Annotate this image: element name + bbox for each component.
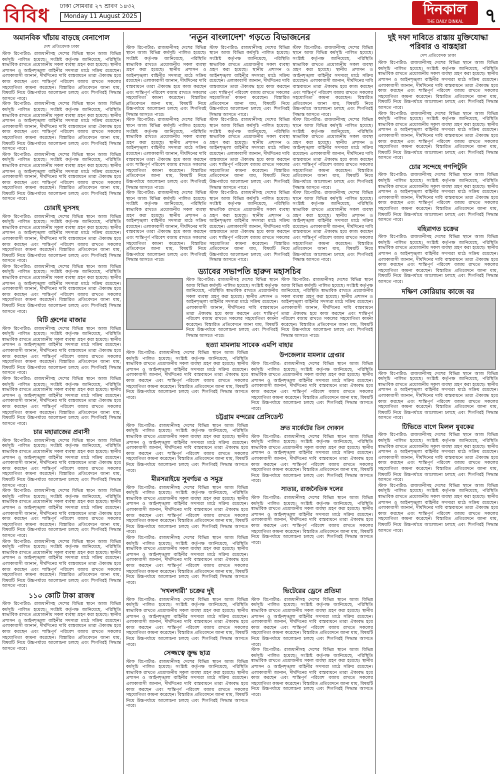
article-text: স্টাফ রিপোর্টার: রাজধানীসহ দেশের বিভিন্ন স্থানে আজ বিভিন্ন কর্মসূচি পালিত হয়েছে। সংশ্লিষ্ট কর্তৃপক্ষ জানিয়েছে, পরিস্থিতি স্বাভাবিক রাখতে প্রয়োজনীয় সকল ব্যবস্থা গ্রহণ করা হয়েছে। স্থানীয় প্রশাসন ও আইনশৃঙ্খলা বাহিনীর সদস্যরা মাঠে সক্রিয় রয়েছেন। এলাকাবাসী জানান, দীর্ঘদিনের দাবি বাস্তবায়নে তারা ঐক্যবদ্ধ হয়ে কাজ করছেন এবং শান্তিপূর্ণ পরিবেশ বজায় রাখতে সকলের সহযোগিতা কামনা করেছেন। বিস্তারিত প্রতিবেদনে জানা যায়, বিষয়টি নিয়ে উচ্চপর্যায়ে আলোচনা চলছে এবং শিগগিরই সিদ্ধান্ত আসতে পারে। xyxy=(378,483,498,534)
article-text: স্টাফ রিপোর্টার: রাজধানীসহ দেশের বিভিন্ন স্থানে আজ বিভিন্ন কর্মসূচি পালিত হয়েছে। সংশ্লিষ্ট কর্তৃপক্ষ জানিয়েছে, পরিস্থিতি স্বাভাবিক রাখতে প্রয়োজনীয় সকল ব্যবস্থা গ্রহণ করা হয়েছে। স্থানীয় প্রশাসন ও আইনশৃঙ্খলা বাহিনীর সদস্যরা মাঠে সক্রিয় রয়েছেন। এলাকাবাসী জানান, দীর্ঘদিনের দাবি বাস্তবায়নে তারা ঐক্যবদ্ধ হয়ে কাজ করছেন এবং শান্তিপূর্ণ পরিবেশ বজায় রাখতে সকলের সহযোগিতা কামনা করেছেন। বিস্তারিত প্রতিবেদনে জানা যায়, বিষয়টি নিয়ে উচ্চপর্যায়ে আলোচনা চলছে এবং শিগগিরই সিদ্ধান্ত আসতে পারে। xyxy=(2,152,121,203)
newspaper-logo xyxy=(412,1,478,25)
headline-right-c: বহিরাগত চক্রের xyxy=(417,224,459,233)
date-english: Monday 11 August 2025 xyxy=(60,12,141,22)
headline-center-c: হত্যা মামলায় সাবেক এমপি বাহার xyxy=(206,340,293,349)
news-photo xyxy=(378,298,496,370)
date-box xyxy=(60,3,141,22)
article-text: স্টাফ রিপোর্টার: রাজধানীসহ দেশের বিভিন্ন স্থানে আজ বিভিন্ন কর্মসূচি পালিত হয়েছে। সংশ্লিষ্ট কর্তৃপক্ষ জানিয়েছে, পরিস্থিতি স্বাভাবিক রাখতে প্রয়োজনীয় সকল ব্যবস্থা গ্রহণ করা হয়েছে। স্থানীয় প্রশাসন ও আইনশৃঙ্খলা বাহিনীর সদস্যরা মাঠে সক্রিয় রয়েছেন। এলাকাবাসী জানান, দীর্ঘদিনের দাবি বাস্তবায়নে তারা ঐক্যবদ্ধ হয়ে কাজ করছেন এবং শান্তিপূর্ণ পরিবেশ বজায় রাখতে সকলের সহযোগিতা কামনা করেছেন। বিস্তারিত প্রতিবেদনে জানা যায়, বিষয়টি নিয়ে উচ্চপর্যায়ে আলোচনা চলছে এবং শিগগিরই সিদ্ধান্ত আসতে পারে। xyxy=(378,173,498,224)
article-text: স্টাফ রিপোর্টার: রাজধানীসহ দেশের বিভিন্ন স্থানে আজ বিভিন্ন কর্মসূচি পালিত হয়েছে। সংশ্লিষ্ট কর্তৃপক্ষ জানিয়েছে, পরিস্থিতি স্বাভাবিক রাখতে প্রয়োজনীয় সকল ব্যবস্থা গ্রহণ করা হয়েছে। স্থানীয় প্রশাসন ও আইনশৃঙ্খলা বাহিনীর সদস্যরা মাঠে সক্রিয় রয়েছেন। এলাকাবাসী জানান, দীর্ঘদিনের দাবি বাস্তবায়নে তারা ঐক্যবদ্ধ হয়ে কাজ করছেন এবং শান্তিপূর্ণ পরিবেশ বজায় রাখতে সকলের সহযোগিতা কামনা করেছেন। বিস্তারিত প্রতিবেদনে জানা যায়, বিষয়টি নিয়ে উচ্চপর্যায়ে আলোচনা চলছে এবং শিগগিরই সিদ্ধান্ত আসতে পারে। xyxy=(281,278,373,340)
article-text: স্টাফ রিপোর্টার: রাজধানীসহ দেশের বিভিন্ন স্থানে আজ বিভিন্ন কর্মসূচি পালিত হয়েছে। সংশ্লিষ্ট কর্তৃপক্ষ জানিয়েছে, পরিস্থিতি স্বাভাবিক রাখতে প্রয়োজনীয় সকল ব্যবস্থা গ্রহণ করা হয়েছে। স্থানীয় প্রশাসন ও আইনশৃঙ্খলা বাহিনীর সদস্যরা মাঠে সক্রিয় রয়েছেন। এলাকাবাসী জানান, দীর্ঘদিনের দাবি বাস্তবায়নে তারা ঐক্যবদ্ধ হয়ে কাজ করছেন এবং শান্তিপূর্ণ পরিবেশ বজায় রাখতে সকলের সহযোগিতা কামনা করেছেন। বিস্তারিত প্রতিবেদনে জানা যায়, বিষয়টি নিয়ে উচ্চপর্যায়ে আলোচনা চলছে এবং শিগগিরই সিদ্ধান্ত আসতে পারে। xyxy=(378,371,498,422)
article-text: স্টাফ রিপোর্টার: রাজধানীসহ দেশের বিভিন্ন স্থানে আজ বিভিন্ন কর্মসূচি পালিত হয়েছে। সংশ্লিষ্ট কর্তৃপক্ষ জানিয়েছে, পরিস্থিতি স্বাভাবিক রাখতে প্রয়োজনীয় সকল ব্যবস্থা গ্রহণ করা হয়েছে। স্থানীয় প্রশাসন ও আইনশৃঙ্খলা বাহিনীর সদস্যরা মাঠে সক্রিয় রয়েছেন। এলাকাবাসী জানান, দীর্ঘদিনের দাবি বাস্তবায়নে তারা ঐক্যবদ্ধ হয়ে কাজ করছেন এবং শান্তিপূর্ণ পরিবেশ বজায় রাখতে সকলের সহযোগিতা কামনা করেছেন। বিস্তারিত প্রতিবেদনে জানা যায়, বিষয়টি নিয়ে উচ্চপর্যায়ে আলোচনা চলছে এবং শিগগিরই সিদ্ধান্ত আসতে পারে। xyxy=(209,118,290,191)
article-text: স্টাফ রিপোর্টার: রাজধানীসহ দেশের বিভিন্ন স্থানে আজ বিভিন্ন কর্মসূচি পালিত হয়েছে। সংশ্লিষ্ট কর্তৃপক্ষ জানিয়েছে, পরিস্থিতি স্বাভাবিক রাখতে প্রয়োজনীয় সকল ব্যবস্থা গ্রহণ করা হয়েছে। স্থানীয় প্রশাসন ও আইনশৃঙ্খলা বাহিনীর সদস্যরা মাঠে সক্রিয় রয়েছেন। এলাকাবাসী জানান, দীর্ঘদিনের দাবি বাস্তবায়নে তারা ঐক্যবদ্ধ হয়ে কাজ করছেন এবং শান্তিপূর্ণ পরিবেশ বজায় রাখতে সকলের সহযোগিতা কামনা করেছেন। বিস্তারিত প্রতিবেদনে জানা যায়, বিষয়টি নিয়ে উচ্চপর্যায়ে আলোচনা চলছে এবং শিগগিরই সিদ্ধান্ত আসতে পারে। xyxy=(126,535,248,586)
headline-center-e: চট্টগ্রাম বন্দরের প্রেসিডেন্ট xyxy=(215,413,284,422)
headline-right-e: টিভিতে বাগে মিলল যুবকের xyxy=(401,422,474,431)
article-text: স্টাফ রিপোর্টার: রাজধানীসহ দেশের বিভিন্ন স্থানে আজ বিভিন্ন কর্মসূচি পালিত হয়েছে। সংশ্লিষ্ট কর্তৃপক্ষ জানিয়েছে, পরিস্থিতি স্বাভাবিক রাখতে প্রয়োজনীয় সকল ব্যবস্থা গ্রহণ করা হয়েছে। স্থানীয় প্রশাসন ও আইনশৃঙ্খলা বাহিনীর সদস্যরা মাঠে সক্রিয় রয়েছেন। এলাকাবাসী জানান, দীর্ঘদিনের দাবি বাস্তবায়নে তারা ঐক্যবদ্ধ হয়ে কাজ করছেন এবং শান্তিপূর্ণ পরিবেশ বজায় রাখতে সকলের সহযোগিতা কামনা করেছেন। বিস্তারিত প্রতিবেদনে জানা যায়, বিষয়টি নিয়ে উচ্চপর্যায়ে আলোচনা চলছে এবং শিগগিরই সিদ্ধান্ত আসতে পারে। xyxy=(251,597,373,648)
logo-text: দিনকাল xyxy=(422,2,467,18)
headline-col1-a: অমানবিক খাঁচায় বাড়ছে বেনাপোল xyxy=(13,33,110,42)
article-text: স্টাফ রিপোর্টার: রাজধানীসহ দেশের বিভিন্ন স্থানে আজ বিভিন্ন কর্মসূচি পালিত হয়েছে। সংশ্লিষ্ট কর্তৃপক্ষ জানিয়েছে, পরিস্থিতি স্বাভাবিক রাখতে প্রয়োজনীয় সকল ব্যবস্থা গ্রহণ করা হয়েছে। স্থানীয় প্রশাসন ও আইনশৃঙ্খলা বাহিনীর সদস্যরা মাঠে সক্রিয় রয়েছেন। এলাকাবাসী জানান, দীর্ঘদিনের দাবি বাস্তবায়নে তারা ঐক্যবদ্ধ হয়ে কাজ করছেন এবং শান্তিপূর্ণ পরিবেশ বজায় রাখতে সকলের সহযোগিতা কামনা করেছেন। বিস্তারিত প্রতিবেদনে জানা যায়, বিষয়টি নিয়ে উচ্চপর্যায়ে আলোচনা চলছে এবং শিগগিরই সিদ্ধান্ত আসতে পারে। xyxy=(378,433,498,484)
column-divider xyxy=(123,32,124,774)
article-text: স্টাফ রিপোর্টার: রাজধানীসহ দেশের বিভিন্ন স্থানে আজ বিভিন্ন কর্মসূচি পালিত হয়েছে। সংশ্লিষ্ট কর্তৃপক্ষ জানিয়েছে, পরিস্থিতি স্বাভাবিক রাখতে প্রয়োজনীয় সকল ব্যবস্থা গ্রহণ করা হয়েছে। স্থানীয় প্রশাসন ও আইনশৃঙ্খলা বাহিনীর সদস্যরা মাঠে সক্রিয় রয়েছেন। এলাকাবাসী জানান, দীর্ঘদিনের দাবি বাস্তবায়নে তারা ঐক্যবদ্ধ হয়ে কাজ করছেন এবং শান্তিপূর্ণ পরিবেশ বজায় রাখতে সকলের সহযোগিতা কামনা করেছেন। বিস্তারিত প্রতিবেদনে জানা যায়, বিষয়টি নিয়ে উচ্চপর্যায়ে আলোচনা চলছে এবং শিগগিরই সিদ্ধান্ত আসতে পারে। xyxy=(2,214,121,265)
article-text: স্টাফ রিপোর্টার: রাজধানীসহ দেশের বিভিন্ন স্থানে আজ বিভিন্ন কর্মসূচি পালিত হয়েছে। সংশ্লিষ্ট কর্তৃপক্ষ জানিয়েছে, পরিস্থিতি স্বাভাবিক রাখতে প্রয়োজনীয় সকল ব্যবস্থা গ্রহণ করা হয়েছে। স্থানীয় প্রশাসন ও আইনশৃঙ্খলা বাহিনীর সদস্যরা মাঠে সক্রিয় রয়েছেন। এলাকাবাসী জানান, দীর্ঘদিনের দাবি বাস্তবায়নে তারা ঐক্যবদ্ধ হয়ে কাজ করছেন এবং শান্তিপূর্ণ পরিবেশ বজায় রাখতে সকলের সহযোগিতা কামনা করেছেন। বিস্তারিত প্রতিবেদনে জানা যায়, বিষয়টি নিয়ে উচ্চপর্যায়ে আলোচনা চলছে এবং শিগগিরই সিদ্ধান্ত আসতে পারে। xyxy=(378,111,498,162)
left-column xyxy=(2,32,121,774)
article-text: স্টাফ রিপোর্টার: রাজধানীসহ দেশের বিভিন্ন স্থানে আজ বিভিন্ন কর্মসূচি পালিত হয়েছে। সংশ্লিষ্ট কর্তৃপক্ষ জানিয়েছে, পরিস্থিতি স্বাভাবিক রাখতে প্রয়োজনীয় সকল ব্যবস্থা গ্রহণ করা হয়েছে। স্থানীয় প্রশাসন ও আইনশৃঙ্খলা বাহিনীর সদস্যরা মাঠে সক্রিয় রয়েছেন। এলাকাবাসী জানান, দীর্ঘদিনের দাবি বাস্তবায়নে তারা ঐক্যবদ্ধ হয়ে কাজ করছেন এবং শান্তিপূর্ণ পরিবেশ বজায় রাখতে সকলের সহযোগিতা কামনা করেছেন। বিস্তারিত প্রতিবেদনে জানা যায়, বিষয়টি নিয়ে উচ্চপর্যায়ে আলোচনা চলছে এবং শিগগিরই সিদ্ধান্ত আসতে পারে। xyxy=(126,118,207,191)
article-text: স্টাফ রিপোর্টার: রাজধানীসহ দেশের বিভিন্ন স্থানে আজ বিভিন্ন কর্মসূচি পালিত হয়েছে। সংশ্লিষ্ট কর্তৃপক্ষ জানিয়েছে, পরিস্থিতি স্বাভাবিক রাখতে প্রয়োজনীয় সকল ব্যবস্থা গ্রহণ করা হয়েছে। স্থানীয় প্রশাসন ও আইনশৃঙ্খলা বাহিনীর সদস্যরা মাঠে সক্রিয় রয়েছেন। এলাকাবাসী জানান, দীর্ঘদিনের দাবি বাস্তবায়নে তারা ঐক্যবদ্ধ হয়ে কাজ করছেন এবং শান্তিপূর্ণ পরিবেশ বজায় রাখতে সকলের সহযোগিতা কামনা করেছেন। বিস্তারিত প্রতিবেদনে জানা যায়, বিষয়টি নিয়ে উচ্চপর্যায়ে আলোচনা চলছে এবং শিগগিরই সিদ্ধান্ত আসতে পারে। xyxy=(209,191,290,264)
article-text: স্টাফ রিপোর্টার: রাজধানীসহ দেশের বিভিন্ন স্থানে আজ বিভিন্ন কর্মসূচি পালিত হয়েছে। সংশ্লিষ্ট কর্তৃপক্ষ জানিয়েছে, পরিস্থিতি স্বাভাবিক রাখতে প্রয়োজনীয় সকল ব্যবস্থা গ্রহণ করা হয়েছে। স্থানীয় প্রশাসন ও আইনশৃঙ্খলা বাহিনীর সদস্যরা মাঠে সক্রিয় রয়েছেন। এলাকাবাসী জানান, দীর্ঘদিনের দাবি বাস্তবায়নে তারা ঐক্যবদ্ধ হয়ে কাজ করছেন এবং শান্তিপূর্ণ পরিবেশ বজায় রাখতে সকলের সহযোগিতা কামনা করেছেন। বিস্তারিত প্রতিবেদনে জানা যায়, বিষয়টি নিয়ে উচ্চপর্যায়ে আলোচনা চলছে এবং শিগগিরই সিদ্ধান্ত আসতে পারে। xyxy=(126,423,248,474)
logo-subtitle: THE DAILY DINKAL xyxy=(426,19,464,24)
headline-right-main: দুই দফা দাবিতে রাস্তায় মুক্তিযোদ্ধা পরিবার ও বাস্তহারা xyxy=(387,33,489,51)
news-photo xyxy=(126,278,183,330)
article-text: স্টাফ রিপোর্টার: রাজধানীসহ দেশের বিভিন্ন স্থানে আজ বিভিন্ন কর্মসূচি পালিত হয়েছে। সংশ্লিষ্ট কর্তৃপক্ষ জানিয়েছে, পরিস্থিতি স্বাভাবিক রাখতে প্রয়োজনীয় সকল ব্যবস্থা গ্রহণ করা হয়েছে। স্থানীয় প্রশাসন ও আইনশৃঙ্খলা বাহিনীর সদস্যরা মাঠে সক্রিয় রয়েছেন। এলাকাবাসী জানান, দীর্ঘদিনের দাবি বাস্তবায়নে তারা ঐক্যবদ্ধ হয়ে কাজ করছেন এবং শান্তিপূর্ণ পরিবেশ বজায় রাখতে সকলের সহযোগিতা কামনা করেছেন। বিস্তারিত প্রতিবেদনে জানা যায়, বিষয়টি নিয়ে উচ্চপর্যায়ে আলোচনা চলছে এবং শিগগিরই সিদ্ধান্ত আসতে পারে। xyxy=(126,659,248,710)
date-bengali: ঢাকা সোমবার ২৭ শ্রাবণ ১৪৩২ xyxy=(60,3,136,10)
article-text: স্টাফ রিপোর্টার: রাজধানীসহ দেশের বিভিন্ন স্থানে আজ বিভিন্ন কর্মসূচি পালিত হয়েছে। সংশ্লিষ্ট কর্তৃপক্ষ জানিয়েছে, পরিস্থিতি স্বাভাবিক রাখতে প্রয়োজনীয় সকল ব্যবস্থা গ্রহণ করা হয়েছে। স্থানীয় প্রশাসন ও আইনশৃঙ্খলা বাহিনীর সদস্যরা মাঠে সক্রিয় রয়েছেন। এলাকাবাসী জানান, দীর্ঘদিনের দাবি বাস্তবায়নে তারা ঐক্যবদ্ধ হয়ে কাজ করছেন এবং শান্তিপূর্ণ পরিবেশ বজায় রাখতে সকলের সহযোগিতা কামনা করেছেন। বিস্তারিত প্রতিবেদনে জানা যায়, বিষয়টি নিয়ে উচ্চপর্যায়ে আলোচনা চলছে এবং শিগগিরই সিদ্ধান্ত আসতে পারে। xyxy=(251,648,373,698)
article-text: স্টাফ রিপোর্টার: রাজধানীসহ দেশের বিভিন্ন স্থানে আজ বিভিন্ন কর্মসূচি পালিত হয়েছে। সংশ্লিষ্ট কর্তৃপক্ষ জানিয়েছে, পরিস্থিতি স্বাভাবিক রাখতে প্রয়োজনীয় সকল ব্যবস্থা গ্রহণ করা হয়েছে। স্থানীয় প্রশাসন ও আইনশৃঙ্খলা বাহিনীর সদস্যরা মাঠে সক্রিয় রয়েছেন। এলাকাবাসী জানান, দীর্ঘদিনের দাবি বাস্তবায়নে তারা ঐক্যবদ্ধ হয়ে কাজ করছেন এবং শান্তিপূর্ণ পরিবেশ বজায় রাখতে সকলের সহযোগিতা কামনা করেছেন। বিস্তারিত প্রতিবেদনে জানা যায়, বিষয়টি নিয়ে উচ্চপর্যায়ে আলোচনা চলছে এবং শিগগিরই সিদ্ধান্ত আসতে পারে। xyxy=(2,52,121,102)
article-text: স্টাফ রিপোর্টার: রাজধানীসহ দেশের বিভিন্ন স্থানে আজ বিভিন্ন কর্মসূচি পালিত হয়েছে। সংশ্লিষ্ট কর্তৃপক্ষ জানিয়েছে, পরিস্থিতি স্বাভাবিক রাখতে প্রয়োজনীয় সকল ব্যবস্থা গ্রহণ করা হয়েছে। স্থানীয় প্রশাসন ও আইনশৃঙ্খলা বাহিনীর সদস্যরা মাঠে সক্রিয় রয়েছেন। এলাকাবাসী জানান, দীর্ঘদিনের দাবি বাস্তবায়নে তারা ঐক্যবদ্ধ হয়ে কাজ করছেন এবং শান্তিপূর্ণ পরিবেশ বজায় রাখতে সকলের সহযোগিতা কামনা করেছেন। বিস্তারিত প্রতিবেদনে জানা যায়, বিষয়টি নিয়ে উচ্চপর্যায়ে আলোচনা চলছে এবং শিগগিরই সিদ্ধান্ত আসতে পারে। xyxy=(2,264,121,315)
headline-col1-d: চার মহারাজের প্রবাসী xyxy=(33,428,90,437)
column-divider xyxy=(375,32,376,774)
article-text: স্টাফ রিপোর্টার: রাজধানীসহ দেশের বিভিন্ন স্থানে আজ বিভিন্ন কর্মসূচি পালিত হয়েছে। সংশ্লিষ্ট কর্তৃপক্ষ জানিয়েছে, পরিস্থিতি স্বাভাবিক রাখতে প্রয়োজনীয় সকল ব্যবস্থা গ্রহণ করা হয়েছে। স্থানীয় প্রশাসন ও আইনশৃঙ্খলা বাহিনীর সদস্যরা মাঠে সক্রিয় রয়েছেন। এলাকাবাসী জানান, দীর্ঘদিনের দাবি বাস্তবায়নে তারা ঐক্যবদ্ধ হয়ে কাজ করছেন এবং শান্তিপূর্ণ পরিবেশ বজায় রাখতে সকলের সহযোগিতা কামনা করেছেন। বিস্তারিত প্রতিবেদনে জানা যায়, বিষয়টি নিয়ে উচ্চপর্যায়ে আলোচনা চলছে এবং শিগগিরই সিদ্ধান্ত আসতে পারে। xyxy=(2,539,121,590)
article-text: স্টাফ রিপোর্টার: রাজধানীসহ দেশের বিভিন্ন স্থানে আজ বিভিন্ন কর্মসূচি পালিত হয়েছে। সংশ্লিষ্ট কর্তৃপক্ষ জানিয়েছে, পরিস্থিতি স্বাভাবিক রাখতে প্রয়োজনীয় সকল ব্যবস্থা গ্রহণ করা হয়েছে। স্থানীয় প্রশাসন ও আইনশৃঙ্খলা বাহিনীর সদস্যরা মাঠে সক্রিয় রয়েছেন। এলাকাবাসী জানান, দীর্ঘদিনের দাবি বাস্তবায়নে তারা ঐক্যবদ্ধ হয়ে কাজ করছেন এবং শান্তিপূর্ণ পরিবেশ বজায় রাখতে সকলের সহযোগিতা কামনা করেছেন। বিস্তারিত প্রতিবেদনে জানা যায়, বিষয়টি নিয়ে উচ্চপর্যায়ে আলোচনা চলছে এবং শিগগিরই সিদ্ধান্ত আসতে পারে। xyxy=(126,45,207,118)
article-text: স্টাফ রিপোর্টার: রাজধানীসহ দেশের বিভিন্ন স্থানে আজ বিভিন্ন কর্মসূচি পালিত হয়েছে। সংশ্লিষ্ট কর্তৃপক্ষ জানিয়েছে, পরিস্থিতি স্বাভাবিক রাখতে প্রয়োজনীয় সকল ব্যবস্থা গ্রহণ করা হয়েছে। স্থানীয় প্রশাসন ও আইনশৃঙ্খলা বাহিনীর সদস্যরা মাঠে সক্রিয় রয়েছেন। এলাকাবাসী জানান, দীর্ঘদিনের দাবি বাস্তবায়নে তারা ঐক্যবদ্ধ হয়ে কাজ করছেন এবং শান্তিপূর্ণ পরিবেশ বজায় রাখতে সকলের সহযোগিতা কামনা করেছেন। বিস্তারিত প্রতিবেদনে জানা যায়, বিষয়টি নিয়ে উচ্চপর্যায়ে আলোচনা চলছে এবং শিগগিরই সিদ্ধান্ত আসতে পারে। xyxy=(126,597,248,648)
article-text: স্টাফ রিপোর্টার: রাজধানীসহ দেশের বিভিন্ন স্থানে আজ বিভিন্ন কর্মসূচি পালিত হয়েছে। সংশ্লিষ্ট কর্তৃপক্ষ জানিয়েছে, পরিস্থিতি স্বাভাবিক রাখতে প্রয়োজনীয় সকল ব্যবস্থা গ্রহণ করা হয়েছে। স্থানীয় প্রশাসন ও আইনশৃঙ্খলা বাহিনীর সদস্যরা মাঠে সক্রিয় রয়েছেন। এলাকাবাসী জানান, দীর্ঘদিনের দাবি বাস্তবায়নে তারা ঐক্যবদ্ধ হয়ে কাজ করছেন এবং শান্তিপূর্ণ পরিবেশ বজায় রাখতে সকলের সহযোগিতা কামনা করেছেন। বিস্তারিত প্রতিবেদনে জানা যায়, বিষয়টি নিয়ে উচ্চপর্যায়ে আলোচনা চলছে এবং শিগগিরই সিদ্ধান্ত আসতে পারে। xyxy=(126,191,207,264)
article-text: স্টাফ রিপোর্টার: রাজধানীসহ দেশের বিভিন্ন স্থানে আজ বিভিন্ন কর্মসূচি পালিত হয়েছে। সংশ্লিষ্ট কর্তৃপক্ষ জানিয়েছে, পরিস্থিতি স্বাভাবিক রাখতে প্রয়োজনীয় সকল ব্যবস্থা গ্রহণ করা হয়েছে। স্থানীয় প্রশাসন ও আইনশৃঙ্খলা বাহিনীর সদস্যরা মাঠে সক্রিয় রয়েছেন। এলাকাবাসী জানান, দীর্ঘদিনের দাবি বাস্তবায়নে তারা ঐক্যবদ্ধ হয়ে কাজ করছেন এবং শান্তিপূর্ণ পরিবেশ বজায় রাখতে সকলের সহযোগিতা কামনা করেছেন। বিস্তারিত প্রতিবেদনে জানা যায়, বিষয়টি নিয়ে উচ্চপর্যায়ে আলোচনা চলছে এবং শিগগিরই সিদ্ধান্ত আসতে পারে। xyxy=(2,489,121,539)
headline-center-j: ভিটেরের ড্রেনে প্রতিমা xyxy=(282,587,342,596)
headline-col1-e: ১১০ কোটি টাকা রাজস্ব xyxy=(28,590,95,600)
article-text: স্টাফ রিপোর্টার: রাজধানীসহ দেশের বিভিন্ন স্থানে আজ বিভিন্ন কর্মসূচি পালিত হয়েছে। সংশ্লিষ্ট কর্তৃপক্ষ জানিয়েছে, পরিস্থিতি স্বাভাবিক রাখতে প্রয়োজনীয় সকল ব্যবস্থা গ্রহণ করা হয়েছে। স্থানীয় প্রশাসন ও আইনশৃঙ্খলা বাহিনীর সদস্যরা মাঠে সক্রিয় রয়েছেন। এলাকাবাসী জানান, দীর্ঘদিনের দাবি বাস্তবায়নে তারা ঐক্যবদ্ধ হয়ে কাজ করছেন এবং শান্তিপূর্ণ পরিবেশ বজায় রাখতে সকলের সহযোগিতা কামনা করেছেন। বিস্তারিত প্রতিবেদনে জানা যায়, বিষয়টি নিয়ে উচ্চপর্যায়ে আলোচনা চলছে এবং শিগগিরই সিদ্ধান্ত আসতে পারে। xyxy=(209,45,290,118)
headline-center-b: ড্যাবের সভাপতি হারুন মহাসচিব xyxy=(198,265,301,276)
article-text: স্টাফ রিপোর্টার: রাজধানীসহ দেশের বিভিন্ন স্থানে আজ বিভিন্ন কর্মসূচি পালিত হয়েছে। সংশ্লিষ্ট কর্তৃপক্ষ জানিয়েছে, পরিস্থিতি স্বাভাবিক রাখতে প্রয়োজনীয় সকল ব্যবস্থা গ্রহণ করা হয়েছে। স্থানীয় প্রশাসন ও আইনশৃঙ্খলা বাহিনীর সদস্যরা মাঠে সক্রিয় রয়েছেন। এলাকাবাসী জানান, দীর্ঘদিনের দাবি বাস্তবায়নে তারা ঐক্যবদ্ধ হয়ে কাজ করছেন এবং শান্তিপূর্ণ পরিবেশ বজায় রাখতে সকলের সহযোগিতা কামনা করেছেন। বিস্তারিত প্রতিবেদনে জানা যায়, বিষয়টি নিয়ে উচ্চপর্যায়ে আলোচনা চলছে এবং শিগগিরই সিদ্ধান্ত আসতে পারে। xyxy=(2,326,121,377)
headline-center-main: 'নতুন বাংলাদেশ' গড়তে বিভাজনের xyxy=(188,33,311,43)
headline-col1-c: বিটি গ্রুপের বাজার xyxy=(37,316,86,325)
article-text: স্টাফ রিপোর্টার: রাজধানীসহ দেশের বিভিন্ন স্থানে আজ বিভিন্ন কর্মসূচি পালিত হয়েছে। সংশ্লিষ্ট কর্তৃপক্ষ জানিয়েছে, পরিস্থিতি স্বাভাবিক রাখতে প্রয়োজনীয় সকল ব্যবস্থা গ্রহণ করা হয়েছে। স্থানীয় প্রশাসন ও আইনশৃঙ্খলা বাহিনীর সদস্যরা মাঠে সক্রিয় রয়েছেন। এলাকাবাসী জানান, দীর্ঘদিনের দাবি বাস্তবায়নে তারা ঐক্যবদ্ধ হয়ে কাজ করছেন এবং শান্তিপূর্ণ পরিবেশ বজায় রাখতে সকলের সহযোগিতা কামনা করেছেন। বিস্তারিত প্রতিবেদনে জানা যায়, বিষয়টি নিয়ে উচ্চপর্যায়ে আলোচনা চলছে এবং শিগগিরই সিদ্ধান্ত আসতে পারে। xyxy=(186,278,278,340)
section-title: বিবিধ xyxy=(4,5,50,27)
article-text: স্টাফ রিপোর্টার: রাজধানীসহ দেশের বিভিন্ন স্থানে আজ বিভিন্ন কর্মসূচি পালিত হয়েছে। সংশ্লিষ্ট কর্তৃপক্ষ জানিয়েছে, পরিস্থিতি স্বাভাবিক রাখতে প্রয়োজনীয় সকল ব্যবস্থা গ্রহণ করা হয়েছে। স্থানীয় প্রশাসন ও আইনশৃঙ্খলা বাহিনীর সদস্যরা মাঠে সক্রিয় রয়েছেন। এলাকাবাসী জানান, দীর্ঘদিনের দাবি বাস্তবায়নে তারা ঐক্যবদ্ধ হয়ে কাজ করছেন এবং শান্তিপূর্ণ পরিবেশ বজায় রাখতে সকলের সহযোগিতা কামনা করেছেন। বিস্তারিত প্রতিবেদনে জানা যায়, বিষয়টি নিয়ে উচ্চপর্যায়ে আলোচনা চলছে এবং শিগগিরই সিদ্ধান্ত আসতে পারে। xyxy=(251,495,373,546)
masthead xyxy=(0,0,500,30)
right-column xyxy=(378,32,498,774)
article-text: স্টাফ রিপোর্টার: রাজধানীসহ দেশের বিভিন্ন স্থানে আজ বিভিন্ন কর্মসূচি পালিত হয়েছে। সংশ্লিষ্ট কর্তৃপক্ষ জানিয়েছে, পরিস্থিতি স্বাভাবিক রাখতে প্রয়োজনীয় সকল ব্যবস্থা গ্রহণ করা হয়েছে। স্থানীয় প্রশাসন ও আইনশৃঙ্খলা বাহিনীর সদস্যরা মাঠে সক্রিয় রয়েছেন। এলাকাবাসী জানান, দীর্ঘদিনের দাবি বাস্তবায়নে তারা ঐক্যবদ্ধ হয়ে কাজ করছেন এবং শান্তিপূর্ণ পরিবেশ বজায় রাখতে সকলের সহযোগিতা কামনা করেছেন। বিস্তারিত প্রতিবেদনে জানা যায়, বিষয়টি নিয়ে উচ্চপর্যায়ে আলোচনা চলছে এবং শিগগিরই সিদ্ধান্ত আসতে পারে। xyxy=(2,377,121,427)
headline-center-g: মীরসরাইয়ে সুবর্ণচর ও সমুদ্র xyxy=(151,475,223,484)
article-text: স্টাফ রিপোর্টার: রাজধানীসহ দেশের বিভিন্ন স্থানে আজ বিভিন্ন কর্মসূচি পালিত হয়েছে। সংশ্লিষ্ট কর্তৃপক্ষ জানিয়েছে, পরিস্থিতি স্বাভাবিক রাখতে প্রয়োজনীয় সকল ব্যবস্থা গ্রহণ করা হয়েছে। স্থানীয় প্রশাসন ও আইনশৃঙ্খলা বাহিনীর সদস্যরা মাঠে সক্রিয় রয়েছেন। এলাকাবাসী জানান, দীর্ঘদিনের দাবি বাস্তবায়নে তারা ঐক্যবদ্ধ হয়ে কাজ করছেন এবং শান্তিপূর্ণ পরিবেশ বজায় রাখতে সকলের সহযোগিতা কামনা করেছেন। বিস্তারিত প্রতিবেদনে জানা যায়, বিষয়টি নিয়ে উচ্চপর্যায়ে আলোচনা চলছে এবং শিগগিরই সিদ্ধান্ত আসতে পারে। xyxy=(292,118,373,191)
article-text: স্টাফ রিপোর্টার: রাজধানীসহ দেশের বিভিন্ন স্থানে আজ বিভিন্ন কর্মসূচি পালিত হয়েছে। সংশ্লিষ্ট কর্তৃপক্ষ জানিয়েছে, পরিস্থিতি স্বাভাবিক রাখতে প্রয়োজনীয় সকল ব্যবস্থা গ্রহণ করা হয়েছে। স্থানীয় প্রশাসন ও আইনশৃঙ্খলা বাহিনীর সদস্যরা মাঠে সক্রিয় রয়েছেন। এলাকাবাসী জানান, দীর্ঘদিনের দাবি বাস্তবায়নে তারা ঐক্যবদ্ধ হয়ে কাজ করছেন এবং শান্তিপূর্ণ পরিবেশ বজায় রাখতে সকলের সহযোগিতা কামনা করেছেন। বিস্তারিত প্রতিবেদনে জানা যায়, বিষয়টি নিয়ে উচ্চপর্যায়ে আলোচনা চলছে এবং শিগগিরই সিদ্ধান্ত আসতে পারে। xyxy=(292,45,373,118)
article-text: স্টাফ রিপোর্টার: রাজধানীসহ দেশের বিভিন্ন স্থানে আজ বিভিন্ন কর্মসূচি পালিত হয়েছে। সংশ্লিষ্ট কর্তৃপক্ষ জানিয়েছে, পরিস্থিতি স্বাভাবিক রাখতে প্রয়োজনীয় সকল ব্যবস্থা গ্রহণ করা হয়েছে। স্থানীয় প্রশাসন ও আইনশৃঙ্খলা বাহিনীর সদস্যরা মাঠে সক্রিয় রয়েছেন। এলাকাবাসী জানান, দীর্ঘদিনের দাবি বাস্তবায়নে তারা ঐক্যবদ্ধ হয়ে কাজ করছেন এবং শান্তিপূর্ণ পরিবেশ বজায় রাখতে সকলের সহযোগিতা কামনা করেছেন। বিস্তারিত প্রতিবেদনে জানা যায়, বিষয়টি নিয়ে উচ্চপর্যায়ে আলোচনা চলছে এবং শিগগিরই সিদ্ধান্ত আসতে পারে। xyxy=(292,191,373,264)
headline-right-b: চোর সন্দেহে গণপিটুনি xyxy=(408,162,468,171)
headline-center-i: 'দখলদারী' চক্রের দুই xyxy=(160,587,214,596)
article-text: স্টাফ রিপোর্টার: রাজধানীসহ দেশের বিভিন্ন স্থানে আজ বিভিন্ন কর্মসূচি পালিত হয়েছে। সংশ্লিষ্ট কর্তৃপক্ষ জানিয়েছে, পরিস্থিতি স্বাভাবিক রাখতে প্রয়োজনীয় সকল ব্যবস্থা গ্রহণ করা হয়েছে। স্থানীয় প্রশাসন ও আইনশৃঙ্খলা বাহিনীর সদস্যরা মাঠে সক্রিয় রয়েছেন। এলাকাবাসী জানান, দীর্ঘদিনের দাবি বাস্তবায়নে তারা ঐক্যবদ্ধ হয়ে কাজ করছেন এবং শান্তিপূর্ণ পরিবেশ বজায় রাখতে সকলের সহযোগিতা কামনা করেছেন। বিস্তারিত প্রতিবেদনে জানা যায়, বিষয়টি নিয়ে উচ্চপর্যায়ে আলোচনা চলছে এবং শিগগিরই সিদ্ধান্ত আসতে পারে। xyxy=(2,102,121,153)
dateline: দেশ প্রতিবেদক ঢাকা xyxy=(43,45,80,51)
center-section xyxy=(126,32,373,774)
headline-col1-b: চোরাই ঘুসসহ xyxy=(43,204,80,213)
article-text: স্টাফ রিপোর্টার: রাজধানীসহ দেশের বিভিন্ন স্থানে আজ বিভিন্ন কর্মসূচি পালিত হয়েছে। সংশ্লিষ্ট কর্তৃপক্ষ জানিয়েছে, পরিস্থিতি স্বাভাবিক রাখতে প্রয়োজনীয় সকল ব্যবস্থা গ্রহণ করা হয়েছে। স্থানীয় প্রশাসন ও আইনশৃঙ্খলা বাহিনীর সদস্যরা মাঠে সক্রিয় রয়েছেন। এলাকাবাসী জানান, দীর্ঘদিনের দাবি বাস্তবায়নে তারা ঐক্যবদ্ধ হয়ে কাজ করছেন এবং শান্তিপূর্ণ পরিবেশ বজায় রাখতে সকলের সহযোগিতা কামনা করেছেন। বিস্তারিত প্রতিবেদনে জানা যায়, বিষয়টি নিয়ে উচ্চপর্যায়ে আলোচনা চলছে এবং শিগগিরই সিদ্ধান্ত আসতে পারে। xyxy=(126,485,248,536)
headline-right-d: দক্ষিণ কোরিয়ায় কাজে বর xyxy=(401,286,475,296)
article-text: স্টাফ রিপোর্টার: রাজধানীসহ দেশের বিভিন্ন স্থানে আজ বিভিন্ন কর্মসূচি পালিত হয়েছে। সংশ্লিষ্ট কর্তৃপক্ষ জানিয়েছে, পরিস্থিতি স্বাভাবিক রাখতে প্রয়োজনীয় সকল ব্যবস্থা গ্রহণ করা হয়েছে। স্থানীয় প্রশাসন ও আইনশৃঙ্খলা বাহিনীর সদস্যরা মাঠে সক্রিয় রয়েছেন। এলাকাবাসী জানান, দীর্ঘদিনের দাবি বাস্তবায়নে তারা ঐক্যবদ্ধ হয়ে কাজ করছেন এবং শান্তিপূর্ণ পরিবেশ বজায় রাখতে সকলের সহযোগিতা কামনা করেছেন। বিস্তারিত প্রতিবেদনে জানা যায়, বিষয়টি নিয়ে উচ্চপর্যায়ে আলোচনা চলছে এবং শিগগিরই সিদ্ধান্ত আসতে পারে। xyxy=(251,362,373,412)
headline-center-k: সেজ্জত্বে ক্রুদ্ধ ছাত্র xyxy=(163,649,211,658)
headline-center-d: উপজেলার মামলার গ্রেপ্তার xyxy=(279,352,345,360)
page-number: ৭ xyxy=(484,5,497,27)
article-text: স্টাফ রিপোর্টার: রাজধানীসহ দেশের বিভিন্ন স্থানে আজ বিভিন্ন কর্মসূচি পালিত হয়েছে। সংশ্লিষ্ট কর্তৃপক্ষ জানিয়েছে, পরিস্থিতি স্বাভাবিক রাখতে প্রয়োজনীয় সকল ব্যবস্থা গ্রহণ করা হয়েছে। স্থানীয় প্রশাসন ও আইনশৃঙ্খলা বাহিনীর সদস্যরা মাঠে সক্রিয় রয়েছেন। এলাকাবাসী জানান, দীর্ঘদিনের দাবি বাস্তবায়নে তারা ঐক্যবদ্ধ হয়ে কাজ করছেন এবং শান্তিপূর্ণ পরিবেশ বজায় রাখতে সকলের সহযোগিতা কামনা করেছেন। বিস্তারিত প্রতিবেদনে জানা যায়, বিষয়টি নিয়ে উচ্চপর্যায়ে আলোচনা চলছে এবং শিগগিরই সিদ্ধান্ত আসতে পারে। xyxy=(378,61,498,111)
headline-center-h: সাতার, রাজনৈতিক দলের xyxy=(281,486,343,494)
dateline: দেশ প্রতিবেদক ঢাকা xyxy=(420,54,456,60)
article-text: স্টাফ রিপোর্টার: রাজধানীসহ দেশের বিভিন্ন স্থানে আজ বিভিন্ন কর্মসূচি পালিত হয়েছে। সংশ্লিষ্ট কর্তৃপক্ষ জানিয়েছে, পরিস্থিতি স্বাভাবিক রাখতে প্রয়োজনীয় সকল ব্যবস্থা গ্রহণ করা হয়েছে। স্থানীয় প্রশাসন ও আইনশৃঙ্খলা বাহিনীর সদস্যরা মাঠে সক্রিয় রয়েছেন। এলাকাবাসী জানান, দীর্ঘদিনের দাবি বাস্তবায়নে তারা ঐক্যবদ্ধ হয়ে কাজ করছেন এবং শান্তিপূর্ণ পরিবেশ বজায় রাখতে সকলের সহযোগিতা কামনা করেছেন। বিস্তারিত প্রতিবেদনে জানা যায়, বিষয়টি নিয়ে উচ্চপর্যায়ে আলোচনা চলছে এবং শিগগিরই সিদ্ধান্ত আসতে পারে। xyxy=(2,438,121,489)
article-text: স্টাফ রিপোর্টার: রাজধানীসহ দেশের বিভিন্ন স্থানে আজ বিভিন্ন কর্মসূচি পালিত হয়েছে। সংশ্লিষ্ট কর্তৃপক্ষ জানিয়েছে, পরিস্থিতি স্বাভাবিক রাখতে প্রয়োজনীয় সকল ব্যবস্থা গ্রহণ করা হয়েছে। স্থানীয় প্রশাসন ও আইনশৃঙ্খলা বাহিনীর সদস্যরা মাঠে সক্রিয় রয়েছেন। এলাকাবাসী জানান, দীর্ঘদিনের দাবি বাস্তবায়নে তারা ঐক্যবদ্ধ হয়ে কাজ করছেন এবং শান্তিপূর্ণ পরিবেশ বজায় রাখতে সকলের সহযোগিতা কামনা করেছেন। বিস্তারিত প্রতিবেদনে জানা যায়, বিষয়টি নিয়ে উচ্চপর্যায়ে আলোচনা চলছে এবং শিগগিরই সিদ্ধান্ত আসতে পারে। xyxy=(378,235,498,285)
masthead-rule xyxy=(0,28,500,30)
article-text: স্টাফ রিপোর্টার: রাজধানীসহ দেশের বিভিন্ন স্থানে আজ বিভিন্ন কর্মসূচি পালিত হয়েছে। সংশ্লিষ্ট কর্তৃপক্ষ জানিয়েছে, পরিস্থিতি স্বাভাবিক রাখতে প্রয়োজনীয় সকল ব্যবস্থা গ্রহণ করা হয়েছে। স্থানীয় প্রশাসন ও আইনশৃঙ্খলা বাহিনীর সদস্যরা মাঠে সক্রিয় রয়েছেন। এলাকাবাসী জানান, দীর্ঘদিনের দাবি বাস্তবায়নে তারা ঐক্যবদ্ধ হয়ে কাজ করছেন এবং শান্তিপূর্ণ পরিবেশ বজায় রাখতে সকলের সহযোগিতা কামনা করেছেন। বিস্তারিত প্রতিবেদনে জানা যায়, বিষয়টি নিয়ে উচ্চপর্যায়ে আলোচনা চলছে এবং শিগগিরই সিদ্ধান্ত আসতে পারে। xyxy=(126,351,248,401)
article-text: স্টাফ রিপোর্টার: রাজধানীসহ দেশের বিভিন্ন স্থানে আজ বিভিন্ন কর্মসূচি পালিত হয়েছে। সংশ্লিষ্ট কর্তৃপক্ষ জানিয়েছে, পরিস্থিতি স্বাভাবিক রাখতে প্রয়োজনীয় সকল ব্যবস্থা গ্রহণ করা হয়েছে। স্থানীয় প্রশাসন ও আইনশৃঙ্খলা বাহিনীর সদস্যরা মাঠে সক্রিয় রয়েছেন। এলাকাবাসী জানান, দীর্ঘদিনের দাবি বাস্তবায়নে তারা ঐক্যবদ্ধ হয়ে কাজ করছেন এবং শান্তিপূর্ণ পরিবেশ বজায় রাখতে সকলের সহযোগিতা কামনা করেছেন। বিস্তারিত প্রতিবেদনে জানা যায়, বিষয়টি নিয়ে উচ্চপর্যায়ে আলোচনা চলছে এবং শিগগিরই সিদ্ধান্ত আসতে পারে। xyxy=(251,434,373,485)
headline-center-f: দ্রুত মার্কেটের তিন দোকান xyxy=(280,424,344,432)
article-text: স্টাফ রিপোর্টার: রাজধানীসহ দেশের বিভিন্ন স্থানে আজ বিভিন্ন কর্মসূচি পালিত হয়েছে। সংশ্লিষ্ট কর্তৃপক্ষ জানিয়েছে, পরিস্থিতি স্বাভাবিক রাখতে প্রয়োজনীয় সকল ব্যবস্থা গ্রহণ করা হয়েছে। স্থানীয় প্রশাসন ও আইনশৃঙ্খলা বাহিনীর সদস্যরা মাঠে সক্রিয় রয়েছেন। এলাকাবাসী জানান, দীর্ঘদিনের দাবি বাস্তবায়নে তারা ঐক্যবদ্ধ হয়ে কাজ করছেন এবং শান্তিপূর্ণ পরিবেশ বজায় রাখতে সকলের সহযোগিতা কামনা করেছেন। বিস্তারিত প্রতিবেদনে জানা যায়, বিষয়টি নিয়ে উচ্চপর্যায়ে আলোচনা চলছে এবং শিগগিরই সিদ্ধান্ত আসতে পারে। xyxy=(2,601,121,652)
